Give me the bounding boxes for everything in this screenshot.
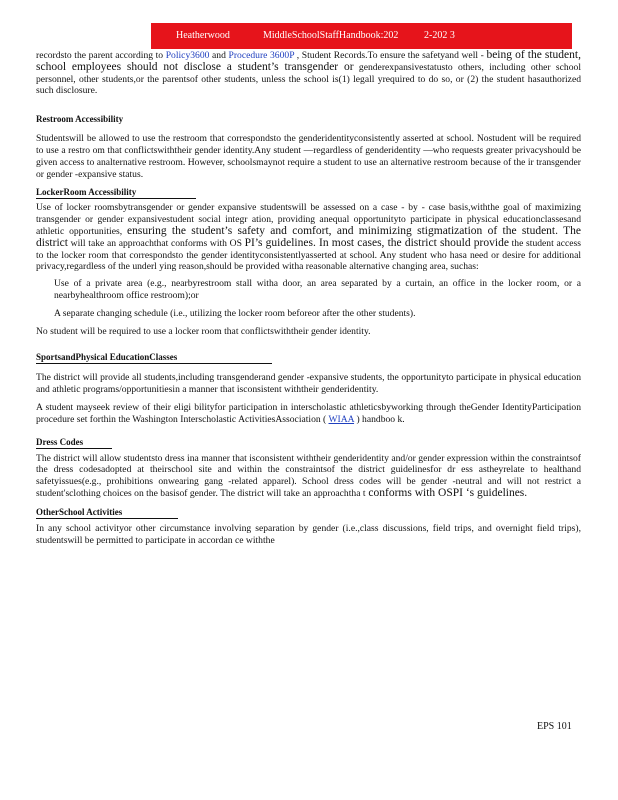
dress-text: The district will allow studentsto dress ina manner that isconsistent withtheir genderidentity and/or gender expression within the constraintsof the dress codesadopted at theirschool site and within the constraintsof the district guidelinesfor dr ess astheyrelate to healthand safetyissues(e.g., prohibitions onwearing gang -related apparel). School dress codes will be gender -neutral and will not restrict a student'sclothing choices on the basisof gender. The district will take an approachtha t (36, 452, 581, 499)
intro-paragraph (36, 50, 581, 97)
wiaa-link[interactable]: WIAA (328, 413, 355, 425)
page-footer: EPS 101 (537, 721, 572, 732)
locker-bullet-1 (36, 278, 581, 302)
intro-text-d: genderexpansivestatusto others, including other school personnel, other students,or the parentsof other students, unless the school is(1) legall yrequired to do so, or (2) the student hasauthorized such disclosure. (36, 61, 581, 97)
sports-text-b: ) handboo k. (354, 413, 405, 425)
locker-text-a: Use of locker roomsbytransgender or gender expansive studentswill be assessed on a case - by - case basis,withthe goal of maximizing transgender or gender expansivestudent social integr ation, providing anequal opportunityto participate in physical educationclassesand athletic opportunities, (36, 202, 581, 237)
locker-emphasis-2: PI’s guidelines. In most cases, the district should provide (244, 236, 509, 249)
handbook-header-bar (151, 23, 572, 49)
restroom-paragraph: Studentswill be allowed to use the restroom that correspondsto the genderidentityconsistently asserted at school. Nostudent will be required to use a restro om that conflictswiththeir gender identity.Any student —regardless of genderidentity —who requests greater privacyshould be given access to analternative restroom. However, schoolsmaynot require a student to use an alternative restroom because of the ir transgender or gender -expansive status. (36, 133, 581, 180)
locker-heading (36, 186, 581, 199)
sports-text-a: A student mayseek review of their eligi bilityfor participation in interscholastic athleticsbyworking through theGender IdentityParticipation procedure set forthin the Washington Interscholastic ActivitiesAssociation ( (36, 401, 581, 425)
header-year: 2-202 3 (424, 30, 455, 41)
other-heading-text: OtherSchool Activities (36, 506, 178, 519)
intro-emphasis: being of the student, school employees should not disclose a student’s transgender or (36, 49, 581, 73)
locker-emphasis-1: ensuring the student’s safety and comfort, and minimizing stigmatization of the student. The district (36, 224, 581, 249)
other-paragraph: In any school activityor other circumstance involving separation by gender (i.e.,class discussions, field trips, and overnight field trips), studentswill be permitted to participate in accordan ce withthe (36, 522, 581, 546)
intro-text-c: , Student Records.To ensure the safetyand well - (294, 50, 487, 61)
policy-3600-link[interactable]: Policy3600 (165, 50, 210, 61)
locker-bullet-2-text: A separate changing schedule (i.e., utilizing the locker room beforeor after the other students). (54, 307, 416, 319)
restroom-heading (36, 113, 581, 125)
procedure-3600p-link[interactable]: Procedure 3600P (228, 50, 295, 61)
dress-paragraph (36, 453, 581, 500)
locker-bullet-1-text: Use of a private area (e.g., nearbyrestroom stall witha door, an area separated by a curtain, an office in the locker room, or a nearbyhealthroom office restroom);or (54, 278, 581, 301)
sports-paragraph-2 (36, 402, 581, 426)
locker-text-c: the student access to the locker room that correspondsto the gender identityconsistentlyasserted at school. Any student who hasa need or desire for additional privacy,regardless of the underl ying reason,should be provided witha reasonable alternative changing area, suchas: (36, 237, 581, 273)
header-handbook-title: MiddleSchoolStaffHandbook:202 (263, 30, 399, 41)
sports-heading-text: SportsandPhysical EducationClasses (36, 351, 272, 364)
intro-text-a: recordsto the parent according to (36, 50, 166, 61)
sports-paragraph-1: The district will provide all students,including transgenderand gender -expansive students, the opportunityto participate in physical education and athletic programs/opportunitiesin a manner that isconsistent withtheir genderidentity. (36, 372, 581, 396)
locker-bullet-2 (36, 308, 581, 320)
dress-emphasis: conforms with OSPI ‘s guidelines. (365, 486, 528, 499)
restroom-heading-text: Restroom Accessibility (36, 114, 124, 125)
dress-heading (36, 436, 581, 449)
sports-heading (36, 351, 581, 364)
dress-heading-text: Dress Codes (36, 436, 112, 449)
locker-paragraph (36, 202, 581, 273)
intro-text-b: and (209, 50, 229, 61)
locker-heading-text: LockerRoom Accessibility (36, 186, 196, 199)
document-body (36, 50, 581, 546)
other-heading (36, 506, 581, 519)
locker-closing: No student will be required to use a locker room that conflictswiththeir gender identity. (36, 325, 371, 337)
locker-text-b: will take an approachthat conforms with OS (70, 237, 245, 249)
header-school-name: Heatherwood (176, 30, 230, 41)
